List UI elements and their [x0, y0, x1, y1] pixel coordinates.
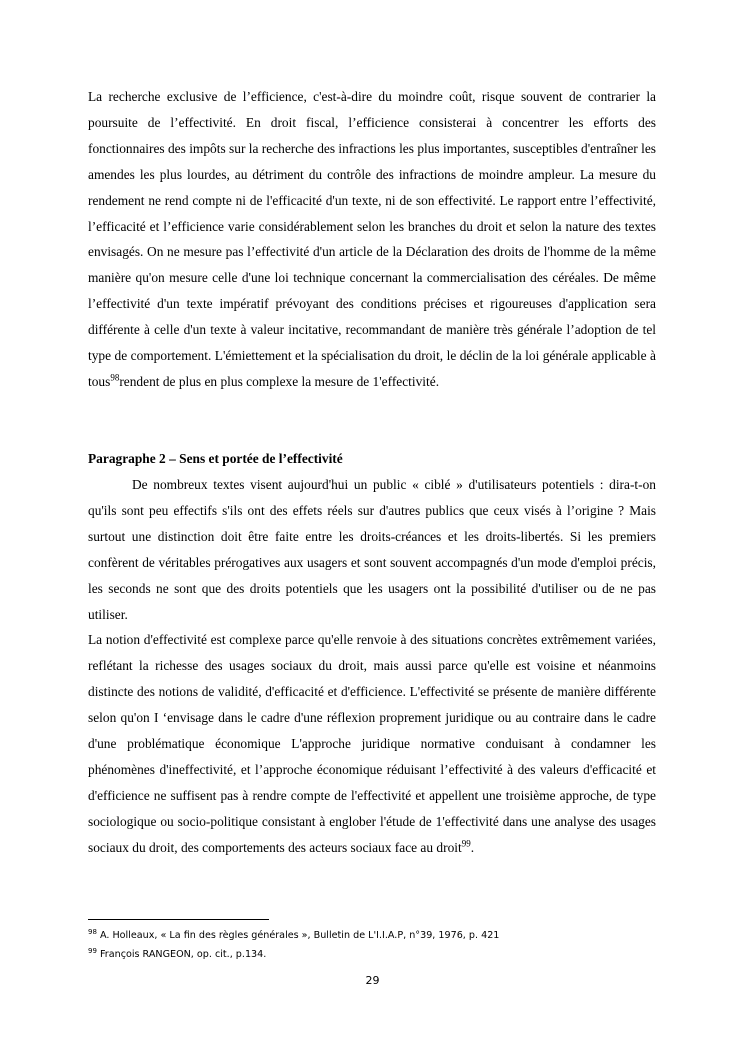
footnote-item: [88, 926, 688, 945]
section-body: [88, 472, 656, 861]
footnotes: [88, 926, 688, 964]
paragraph-text: rendent de plus en plus complexe la mesure de 1'effectivité.: [119, 373, 440, 389]
paragraph-text: La recherche exclusive de l’efficience, c'est-à-dire du moindre coût, risque souvent de contrarier la poursuite de l’effectivité. En droit fiscal, l’efficience consisterai à concentrer les efforts des fonctionnaires des impôts sur la recherche des infractions les plus importantes, susceptibles d'entraîner les amendes les plus lourdes, au détriment du contrôle des infractions de moindre ampleur. La mesure du rendement ne rend compte ni de l'efficacité d'un texte, ni de son effectivité. Le rapport entre l’effectivité, l’efficacité et l’efficience varie considérablement selon les branches du droit et selon la nature des textes envisagés. On ne mesure pas l’effectivité d'un article de la Déclaration des droits de l'homme de la même manière qu'on mesure celle d'une loi technique concernant la commercialisation des céréales. De même l’effectivité d'un texte impératif prévoyant des conditions précises et rigoureuses d'application sera différente à celle d'un texte à valeur incitative, recommandant de manière très générale l’adoption de tel type de comportement. L'émiettement et la spécialisation du droit, le déclin de la loi générale applicable à tous: [88, 89, 656, 389]
paragraph-public-cible: De nombreux textes visent aujourd'hui un public « ciblé » d'utilisateurs potentiels : dira-t-on qu'ils sont peu effectifs s'ils ont des effets réels sur d'autres publics que ceux visés à l’origine ? Mais surtout une distinction doit être faite entre les droits-créances et les droits-libertés. Si les premiers confèrent de véritables prérogatives aux usagers et sont souvent accompagnés d'un mode d'emploi précis, les seconds ne sont que des droits potentiels que les usagers ont la possibilité d'utiliser ou de ne pas utiliser.: [88, 477, 656, 622]
footnote-number: 98: [88, 927, 97, 936]
footnote-reference[interactable]: 99: [461, 838, 471, 849]
footnote-number: 99: [88, 946, 97, 955]
footnote-text: A. Holleaux, « La fin des règles générales », Bulletin de L'I.I.A.P, n°39, 1976, p. 421: [96, 930, 500, 941]
paragraph-text: .: [470, 839, 475, 855]
paragraph-notion-effectivite: [88, 627, 656, 860]
footnote-text: François RANGEON, op. cit., p.134.: [96, 949, 267, 960]
footnote-item: [88, 945, 688, 964]
paragraph-text: La notion d'effectivité est complexe parce qu'elle renvoie à des situations concrètes extrêmement variées, reflétant la richesse des usages sociaux du droit, mais aussi parce qu'elle est voisine et néanmoins distincte des notions de validité, d'efficacité et d'efficience. L'effectivité se présente de manière différente selon qu'on I ‘envisage dans le cadre d'une réflexion proprement juridique ou au contraire dans le cadre d'une problématique économique L'approche juridique normative conduisant à condamner les phénomènes d'ineffectivité, et l’approche économique réduisant l’effectivité à des valeurs d'efficacité et d'efficience ne suffisent pas à rendre compte de l'effectivité et appellent une troisième approche, de type sociologique ou socio-politique consistant à englober l'étude de 1'effectivité dans une analyse des usages sociaux du droit, des comportements des acteurs sociaux face au droit: [88, 632, 656, 855]
section-heading: Paragraphe 2 – Sens et portée de l’effectivité: [88, 451, 343, 466]
page-number: 29: [365, 974, 380, 987]
footnote-reference[interactable]: 98: [110, 372, 120, 383]
footnote-separator: [88, 919, 269, 920]
paragraph-efficience: [88, 84, 656, 395]
